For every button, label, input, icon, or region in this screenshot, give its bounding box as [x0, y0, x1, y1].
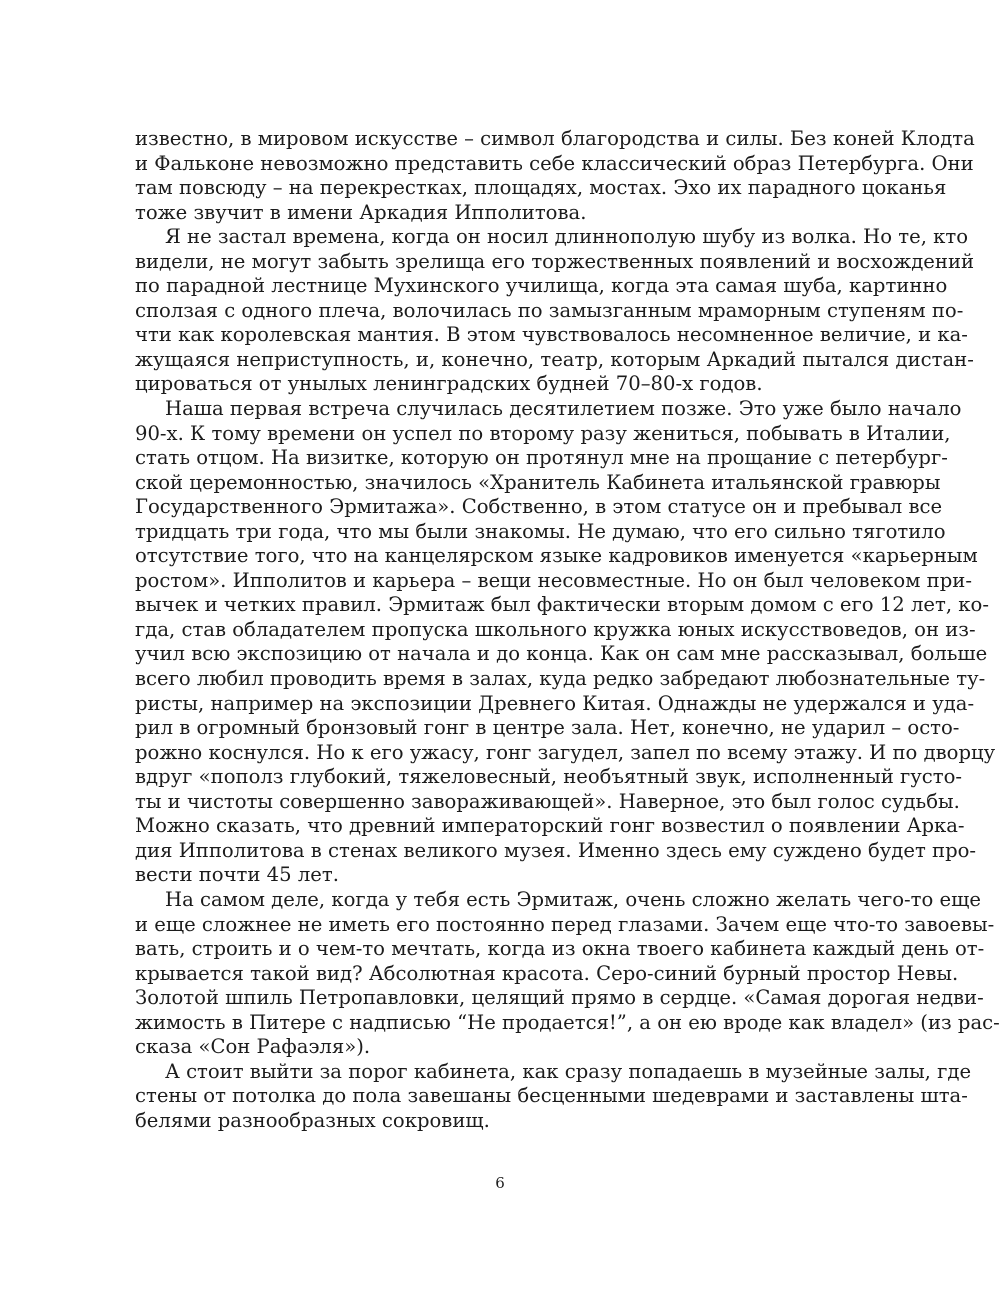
text-line: стать отцом. На визитке, которую он протянул мне на прощание с петербург- — [135, 446, 948, 470]
text-line: гда, став обладателем пропуска школьного кружка юных искусствоведов, он из- — [135, 617, 976, 641]
text-line: отсутствие того, что на канцелярском языке кадровиков именуется «карьерным — [135, 544, 978, 568]
text-line: Можно сказать, что древний императорский гонг возвестил о появлении Арка- — [135, 814, 965, 838]
text-line: видели, не могут забыть зрелища его торжественных появлений и восхождений — [135, 249, 975, 273]
text-line: Я не застал времена, когда он носил длиннополую шубу из волка. Но те, кто — [165, 225, 969, 249]
text-line: цироваться от унылых ленинградских будней 70–80-х годов. — [135, 372, 763, 396]
text-line: всего любил проводить время в залах, куда редко забредают любознательные ту- — [135, 667, 986, 691]
text-line: чти как королевская мантия. В этом чувствовалось несомненное величие, и ка- — [135, 323, 968, 347]
paragraph — [135, 225, 975, 397]
text-line: тоже звучит в имени Аркадия Ипполитова. — [135, 200, 587, 224]
text-line: 90-х. К тому времени он успел по второму разу жениться, побывать в Италии, — [135, 421, 951, 445]
text-line: Золотой шпиль Петропавловки, целящий прямо в сердце. «Самая дорогая недви- — [135, 986, 984, 1010]
text-line: и еще сложнее не иметь его постоянно перед глазами. Зачем еще что-то завоевы- — [135, 912, 995, 936]
text-line: Государственного Эрмитажа». Собственно, в этом статусе он и пребывал все — [135, 495, 943, 519]
body-text — [135, 127, 1000, 1133]
text-line: жимость в Питере с надписью “Не продается!”, а он ею вроде как владел» (из рас- — [135, 1010, 1000, 1034]
text-line: сказа «Сон Рафаэля»). — [135, 1035, 371, 1059]
text-line: На самом деле, когда у тебя есть Эрмитаж, очень сложно желать чего-то еще — [165, 887, 981, 911]
text-line: там повсюду – на перекрестках, площадях, мостах. Эхо их парадного цоканья — [135, 176, 947, 200]
paragraph — [135, 887, 1000, 1060]
paragraph — [135, 127, 975, 225]
text-line: известно, в мировом искусстве – символ благородства и силы. Без коней Клодта — [135, 127, 975, 150]
paragraph — [135, 397, 996, 888]
text-line: вдруг «пополз глубокий, тяжеловесный, необъятный звук, исполненный густо- — [135, 765, 963, 789]
text-line: учил всю экспозицию от начала и до конца. Как он сам мне рассказывал, больше — [135, 642, 988, 666]
text-line: Наша первая встреча случилась десятилетием позже. Это уже было начало — [165, 397, 962, 421]
text-line: дия Ипполитова в стенах великого музея. Именно здесь ему суждено будет про- — [135, 838, 977, 862]
text-line: рил в огромный бронзовый гонг в центре зала. Нет, конечно, не ударил – осто- — [135, 716, 960, 740]
text-line: по парадной лестнице Мухинского училища, когда эта самая шуба, картинно — [135, 274, 948, 298]
text-line: сползая с одного плеча, волочилась по замызганным мраморным ступеням по- — [135, 298, 964, 322]
text-line: ской церемонностью, значилось «Хранитель Кабинета итальянской гравюры — [135, 470, 941, 494]
text-line: и Фальконе невозможно представить себе классический образ Петербурга. Они — [135, 151, 974, 175]
paragraph — [135, 1059, 972, 1134]
text-line: вать, строить и о чем-то мечтать, когда из окна твоего кабинета каждый день от- — [135, 937, 985, 961]
text-line: ристы, например на экспозиции Древнего Китая. Однажды не удержался и уда- — [135, 691, 975, 715]
text-line: жущаяся неприступность, и, конечно, театр, которым Аркадий пытался дистан- — [135, 347, 974, 371]
text-line: белями разнообразных сокровищ. — [135, 1108, 490, 1132]
text-line: А стоит выйти за порог кабинета, как сразу попадаешь в музейные залы, где — [165, 1059, 972, 1083]
text-line: стены от потолка до пола завешаны бесценными шедеврами и заставлены шта- — [135, 1084, 968, 1108]
text-line: ростом». Ипполитов и карьера – вещи несовместные. Но он был человеком при- — [135, 568, 972, 592]
text-line: крывается такой вид? Абсолютная красота. Серо-синий бурный простор Невы. — [135, 961, 959, 985]
text-line: вести почти 45 лет. — [135, 863, 339, 887]
text-line: рожно коснулся. Но к его ужасу, гонг загудел, запел по всему этажу. И по дворцу — [135, 740, 996, 764]
text-line: вычек и четких правил. Эрмитаж был фактически вторым домом с его 12 лет, ко- — [135, 593, 989, 617]
text-line: ты и чистоты совершенно завораживающей». Наверное, это был голос судьбы. — [135, 789, 960, 813]
page-number: 6 — [495, 1174, 505, 1192]
text-line: тридцать три года, что мы были знакомы. Не думаю, что его сильно тяготило — [135, 519, 946, 543]
